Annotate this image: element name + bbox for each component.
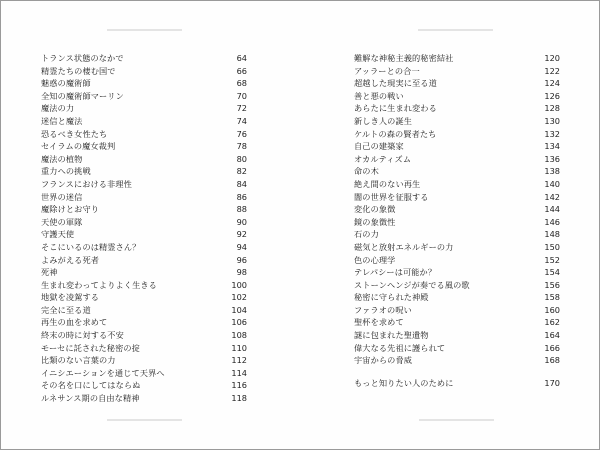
toc-list-left: [41, 52, 247, 405]
toc-entry-title: 死神: [41, 267, 58, 278]
toc-entry-title: 天使の軍隊: [41, 216, 83, 227]
toc-entry[interactable]: [41, 279, 247, 292]
toc-entry[interactable]: [41, 203, 247, 216]
toc-entry[interactable]: [354, 65, 560, 78]
toc-entry[interactable]: [354, 304, 560, 317]
toc-entry-title: よみがえる死者: [41, 254, 100, 265]
toc-entry[interactable]: [41, 342, 247, 355]
toc-entry-page-number: 124: [544, 78, 560, 89]
toc-entry[interactable]: [41, 304, 247, 317]
toc-entry-page-number: 160: [544, 304, 560, 315]
toc-entry-title: 宇宙からの脅威: [354, 355, 413, 366]
toc-entry-page-number: 66: [236, 65, 247, 76]
toc-entry-page-number: 92: [236, 229, 247, 240]
toc-entry-page-number: 142: [544, 191, 560, 202]
toc-entry[interactable]: [41, 178, 247, 191]
toc-entry-page-number: 108: [231, 330, 247, 341]
toc-entry-page-number: 104: [231, 304, 247, 315]
toc-entry-page-number: 90: [236, 216, 247, 227]
toc-entry-page-number: 100: [231, 279, 247, 290]
toc-entry[interactable]: [354, 140, 560, 153]
toc-entry[interactable]: [354, 191, 560, 204]
toc-entry[interactable]: [354, 102, 560, 115]
toc-entry-page-number: 72: [236, 103, 247, 114]
top-left-rule: [107, 29, 182, 31]
toc-entry[interactable]: [41, 266, 247, 279]
toc-entry-page-number: 64: [236, 53, 247, 63]
toc-entry-title: フランスにおける非理性: [41, 178, 132, 189]
toc-entry[interactable]: [41, 367, 247, 380]
toc-entry[interactable]: [41, 216, 247, 229]
toc-entry[interactable]: [354, 254, 560, 267]
toc-entry[interactable]: [41, 329, 247, 342]
toc-entry-title: 善と悪の戦い: [354, 90, 404, 101]
toc-entry-page-number: 156: [544, 279, 560, 290]
toc-entry-page-number: 74: [236, 115, 247, 126]
toc-entry-title: 終末の時に対する不安: [41, 330, 124, 341]
toc-entry-page-number: 146: [544, 216, 560, 227]
toc-entry-title: 魔法の力: [41, 103, 75, 114]
toc-entry-title: 石の力: [354, 229, 379, 240]
toc-entry-title: 聖杯を求めて: [354, 317, 404, 328]
toc-entry[interactable]: [41, 128, 247, 141]
toc-entry-page-number: 68: [236, 78, 247, 89]
toc-entry[interactable]: [41, 165, 247, 178]
toc-entry-title: 磁気と放射エネルギーの力: [354, 241, 454, 252]
bottom-left-rule: [107, 419, 182, 421]
toc-entry-title: 変化の象徴: [354, 204, 396, 215]
toc-entry-page-number: 144: [544, 204, 560, 215]
toc-entry[interactable]: [354, 128, 560, 141]
toc-entry-page-number: 110: [231, 342, 247, 353]
toc-entry-title: 鏡の象徴性: [354, 216, 396, 227]
toc-entry-page-number: 128: [544, 103, 560, 114]
toc-entry-page-number: 98: [236, 267, 247, 278]
toc-entry-page-number: 96: [236, 254, 247, 265]
toc-entry[interactable]: [354, 241, 560, 254]
toc-entry-title: 世界の迷信: [41, 191, 83, 202]
toc-entry-title: トランス状態のなかで: [41, 53, 124, 63]
toc-entry-title: ストーンヘンジが奏でる風の歌: [354, 279, 470, 290]
toc-entry-page-number: 166: [544, 342, 560, 353]
toc-entry-title: 偉大なる先祖に護られて: [354, 342, 446, 353]
toc-entry-page-number: 122: [544, 65, 560, 76]
toc-entry-title: 謎に包まれた聖遺物: [354, 330, 429, 341]
toc-entry-page-number: 94: [236, 241, 247, 252]
toc-entry-page-number: 118: [231, 393, 247, 404]
toc-entry-title: セイラムの魔女裁判: [41, 141, 116, 152]
toc-entry-title: 闇の世界を征服する: [354, 191, 429, 202]
toc-entry-title: 難解な神秘主義的秘密結社: [354, 53, 454, 63]
toc-entry[interactable]: [354, 203, 560, 216]
toc-entry[interactable]: [354, 228, 560, 241]
toc-entry-page-number: 158: [544, 292, 560, 303]
toc-entry[interactable]: [41, 241, 247, 254]
toc-entry[interactable]: [354, 165, 560, 178]
toc-entry-page-number: 130: [544, 115, 560, 126]
toc-entry-title: オカルティズム: [354, 153, 412, 164]
toc-entry-page-number: 82: [236, 166, 247, 177]
toc-entry-page-number: 120: [544, 53, 560, 63]
toc-entry-page-number: 126: [544, 90, 560, 101]
toc-entry[interactable]: [41, 77, 247, 90]
toc-entry[interactable]: [354, 90, 560, 103]
right-page-toc: [354, 52, 560, 389]
toc-entry[interactable]: [354, 153, 560, 166]
toc-entry[interactable]: [354, 52, 560, 65]
toc-entry-page-number: 164: [544, 330, 560, 341]
toc-entry-page-number: 102: [231, 292, 247, 303]
toc-entry-title: イニシエーションを通じて天界へ: [41, 367, 165, 378]
toc-entry-title: テレパシーは可能か？: [354, 267, 437, 278]
toc-entry-title: あらたに生まれ変わる: [354, 103, 437, 114]
toc-entry[interactable]: [354, 316, 560, 329]
toc-entry-title: 色の心理学: [354, 254, 396, 265]
toc-entry-title: 再生の血を求めて: [41, 317, 108, 328]
toc-entry-page-number: 148: [544, 229, 560, 240]
toc-entry-title: 魔除けとお守り: [41, 204, 100, 215]
toc-entry-page-number: 162: [544, 317, 560, 328]
toc-entry[interactable]: [354, 291, 560, 304]
top-right-rule: [418, 29, 493, 31]
toc-entry-title: 超越した現実に至る道: [354, 78, 437, 89]
toc-entry-title: 新しき人の誕生: [354, 115, 413, 126]
toc-entry[interactable]: [354, 216, 560, 229]
toc-entry-page-number: 106: [231, 317, 247, 328]
toc-entry[interactable]: [41, 316, 247, 329]
toc-entry-title: 秘密に守られた神殿: [354, 292, 429, 303]
toc-entry[interactable]: [41, 140, 247, 153]
toc-entry[interactable]: [41, 52, 247, 65]
toc-entry-title: 比類のない言葉の力: [41, 355, 116, 366]
toc-entry[interactable]: [41, 102, 247, 115]
toc-entry-appendix[interactable]: [354, 377, 560, 390]
toc-entry-title: 生まれ変わってよりよく生きる: [41, 279, 157, 290]
toc-entry-title: モーセに託された秘密の掟: [41, 342, 140, 353]
toc-entry[interactable]: [354, 178, 560, 191]
toc-entry-page-number: 140: [544, 178, 560, 189]
toc-entry-page-number: 168: [544, 355, 560, 366]
toc-entry-title: 地獄を凌駕する: [41, 292, 100, 303]
toc-entry-page-number: 150: [544, 241, 560, 252]
toc-entry[interactable]: [41, 392, 247, 405]
toc-entry-page-number: 138: [544, 166, 560, 177]
toc-entry[interactable]: [41, 254, 247, 267]
toc-entry-title: 自己の建築家: [354, 141, 404, 152]
toc-entry-page-number: 154: [544, 267, 560, 278]
toc-entry-page-number: 134: [544, 141, 560, 152]
toc-entry-title: 命の木: [354, 166, 379, 177]
toc-entry[interactable]: [41, 191, 247, 204]
toc-entry-title: 魔法の植物: [41, 153, 83, 164]
toc-entry[interactable]: [354, 354, 560, 367]
toc-entry[interactable]: [354, 77, 560, 90]
toc-entry[interactable]: [41, 379, 247, 392]
toc-entry[interactable]: [41, 228, 247, 241]
toc-entry-page-number: 88: [236, 204, 247, 215]
toc-entry-page-number: 116: [231, 380, 247, 391]
toc-entry-title: 絶え間のない再生: [354, 178, 421, 189]
toc-entry-title: 魅惑の魔術師: [41, 78, 91, 89]
toc-entry-title: 完全に至る道: [41, 304, 91, 315]
toc-entry-page-number: 76: [236, 128, 247, 139]
toc-entry[interactable]: [41, 115, 247, 128]
toc-entry-title: 重力への挑戦: [41, 166, 91, 177]
toc-entry-page-number: 170: [544, 377, 560, 388]
toc-entry-title: 全知の魔術師マーリン: [41, 90, 124, 101]
toc-entry[interactable]: [41, 153, 247, 166]
toc-entry[interactable]: [41, 291, 247, 304]
toc-entry-title: もっと知りたい人のために: [354, 377, 454, 388]
toc-entry-title: アッラーとの合一: [354, 65, 420, 76]
toc-entry[interactable]: [354, 329, 560, 342]
toc-entry-page-number: 112: [231, 355, 247, 366]
toc-entry-page-number: 114: [231, 367, 247, 378]
toc-entry-title: ファラオの呪い: [354, 304, 412, 315]
toc-entry-title: 迷信と魔法: [41, 115, 83, 126]
toc-entry[interactable]: [354, 266, 560, 279]
toc-entry-title: 精霊たちの棲む国で: [41, 65, 116, 76]
toc-entry-title: ルネサンス期の自由な精神: [41, 393, 140, 404]
toc-entry-title: そこにいるのは精霊さん？: [41, 241, 141, 252]
toc-entry-page-number: 86: [236, 191, 247, 202]
toc-entry[interactable]: [354, 279, 560, 292]
toc-entry-title: ケルトの森の賢者たち: [354, 128, 437, 139]
toc-entry-page-number: 84: [236, 178, 247, 189]
toc-entry[interactable]: [354, 115, 560, 128]
toc-entry-page-number: 152: [544, 254, 560, 265]
toc-entry-page-number: 78: [236, 141, 247, 152]
toc-entry-title: 恐るべき女性たち: [41, 128, 108, 139]
toc-entry-title: 守護天使: [41, 229, 75, 240]
left-page-toc: [41, 52, 247, 405]
toc-entry-title: その名を口にしてはならぬ: [41, 380, 141, 391]
toc-entry-page-number: 70: [236, 90, 247, 101]
toc-entry-page-number: 136: [544, 153, 560, 164]
toc-entry[interactable]: [41, 354, 247, 367]
toc-entry[interactable]: [41, 65, 247, 78]
toc-entry[interactable]: [41, 90, 247, 103]
toc-entry-page-number: 132: [544, 128, 560, 139]
toc-entry[interactable]: [354, 342, 560, 355]
bottom-right-rule: [419, 419, 494, 421]
toc-list-right: [354, 52, 560, 389]
toc-entry-page-number: 80: [236, 153, 247, 164]
